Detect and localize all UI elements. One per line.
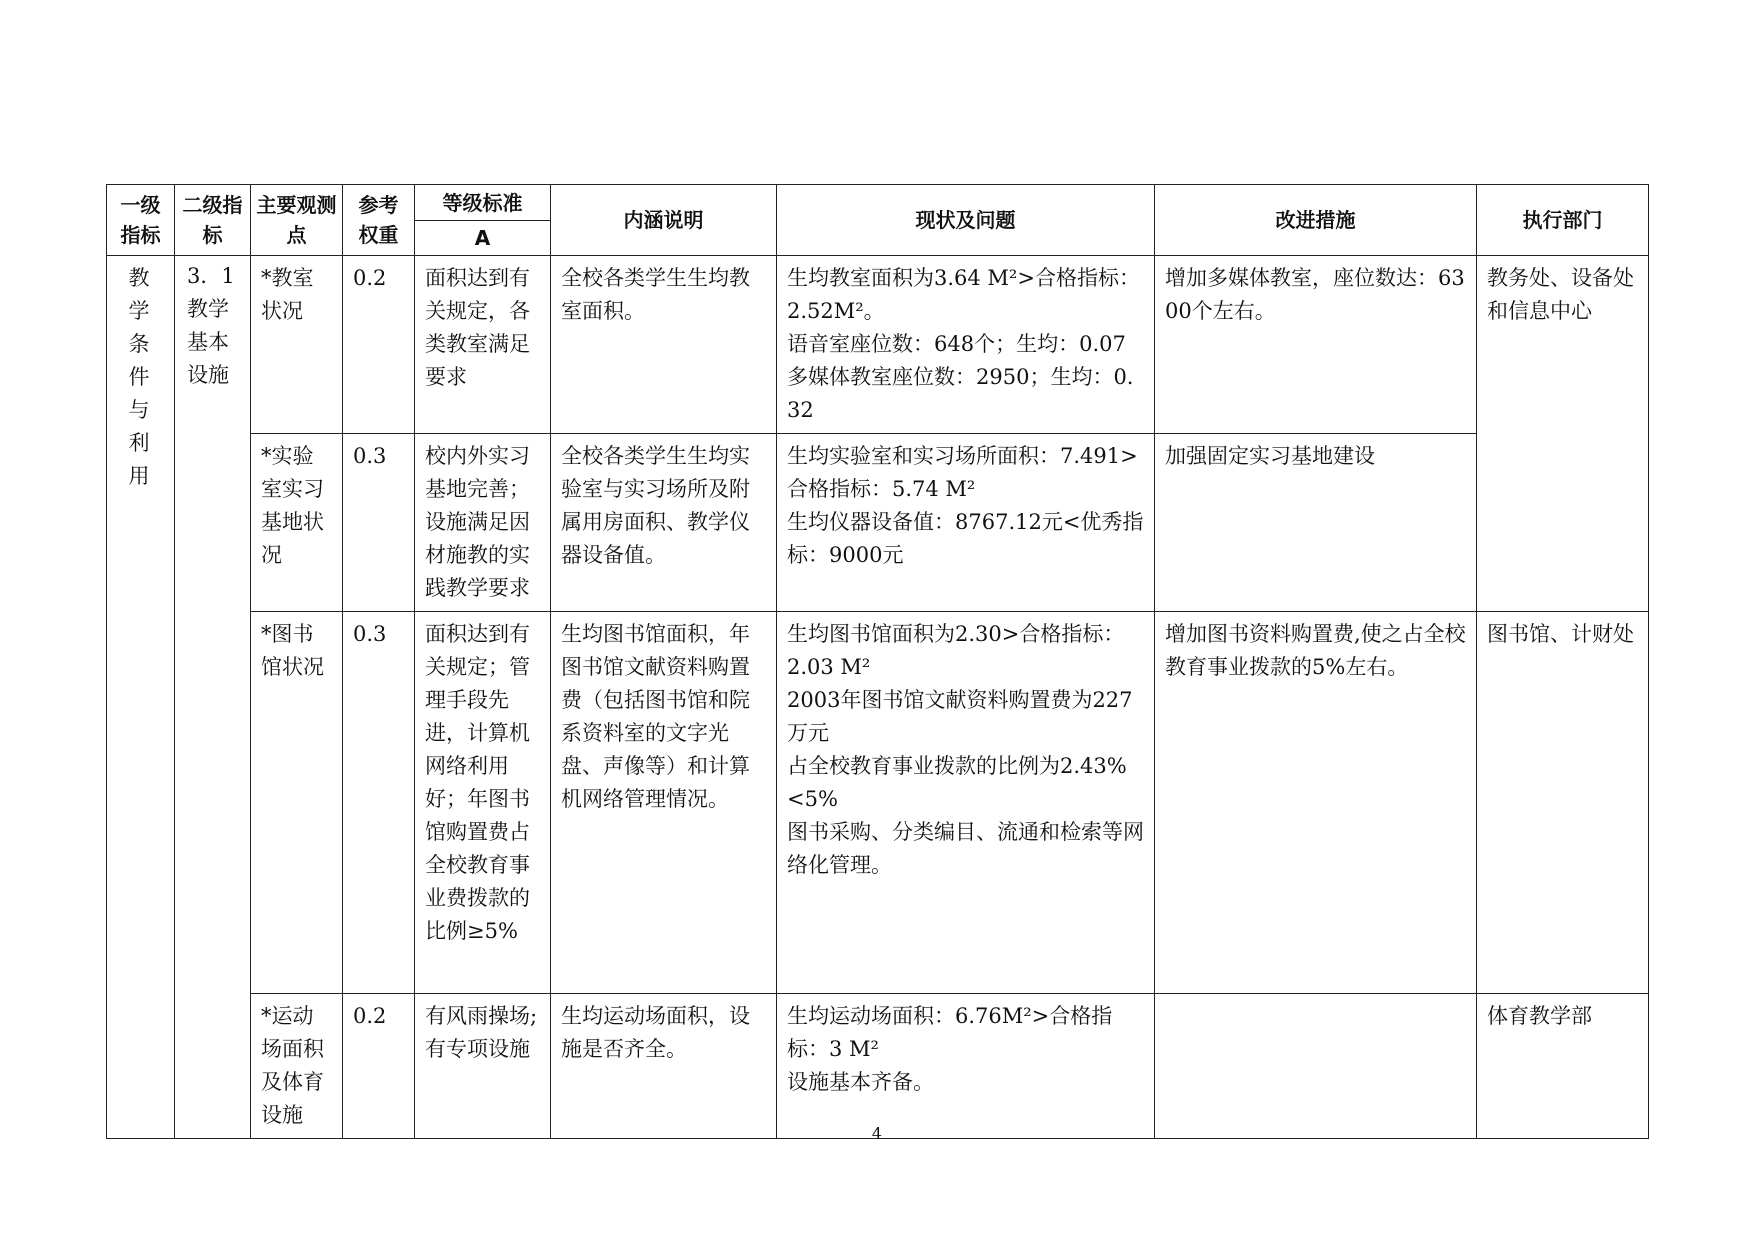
department-cell: 体育教学部 [1477, 994, 1649, 1139]
header-grade: 等级标准 [415, 185, 551, 221]
grade-a-cell: 面积达到有关规定；管理手段先进，计算机网络利用好；年图书馆购置费占全校教育事业费拨款的比例≥5% [415, 612, 551, 994]
header-weight-line1: 参考 [358, 193, 399, 217]
level2-cell: 3．1 教学基本设施 [175, 256, 251, 1139]
observation-cell: *实验室实习基地状况 [251, 434, 343, 612]
connotation-cell: 生均图书馆面积，年图书馆文献资料购置费（包括图书馆和院系资料室的文字光盘、声像等）和计算机网络管理情况。 [551, 612, 777, 994]
table-row [107, 434, 1649, 612]
header-weight-line2: 权重 [358, 223, 399, 247]
status-line: 生均仪器设备值：8767.12元<优秀指标：9000元 [787, 510, 1144, 567]
status-line: 多媒体教室座位数：2950；生均：0.32 [787, 365, 1134, 422]
status-cell [777, 434, 1155, 612]
connotation-cell: 全校各类学生生均实验室与实习场所及附属用房面积、教学仪器设备值。 [551, 434, 777, 612]
status-line: 占全校教育事业拨款的比例为2.43%<5% [787, 754, 1127, 811]
improvement-cell: 增加图书资料购置费,使之占全校教育事业拨款的5%左右。 [1155, 612, 1477, 994]
weight-cell: 0.2 [343, 994, 415, 1139]
status-line: 生均教室面积为3.64 M²>合格指标：2.52M²。 [787, 266, 1140, 323]
status-line: 生均运动场面积：6.76M²>合格指标：3 M² [787, 1004, 1113, 1061]
connotation-cell: 全校各类学生生均教室面积。 [551, 256, 777, 434]
status-line: 语音室座位数：648个；生均：0.07 [787, 332, 1126, 356]
grade-a-cell: 面积达到有关规定，各类教室满足要求 [415, 256, 551, 434]
weight-cell: 0.3 [343, 612, 415, 994]
connotation-cell: 生均运动场面积，设施是否齐全。 [551, 994, 777, 1139]
observation-cell: *运动场面积及体育设施 [251, 994, 343, 1139]
header-connotation: 内涵说明 [551, 185, 777, 256]
improvement-cell [1155, 994, 1477, 1139]
department-cell: 教务处、设备处和信息中心 [1477, 256, 1649, 612]
grade-a-cell: 校内外实习基地完善；设施满足因材施教的实践教学要求 [415, 434, 551, 612]
improvement-cell: 增加多媒体教室，座位数达：6300个左右。 [1155, 256, 1477, 434]
header-row-1 [107, 185, 1649, 221]
status-line: 生均图书馆面积为2.30>合格指标：2.03 M² [787, 622, 1125, 679]
status-line: 设施基本齐备。 [787, 1070, 934, 1094]
header-grade-a: A [415, 221, 551, 256]
table-row [107, 994, 1649, 1139]
grade-a-cell: 有风雨操场;有专项设施 [415, 994, 551, 1139]
header-status: 现状及问题 [777, 185, 1155, 256]
page-number: 4 [871, 1124, 883, 1143]
level1-cell [107, 256, 175, 1139]
level1-label: 教学条件与利用 [128, 266, 150, 488]
header-department: 执行部门 [1477, 185, 1649, 256]
header-improvement: 改进措施 [1155, 185, 1477, 256]
header-level2: 二级指标 [175, 185, 251, 256]
table-row [107, 612, 1649, 994]
header-level1: 一级指标 [107, 185, 175, 256]
weight-cell: 0.2 [343, 256, 415, 434]
department-cell: 图书馆、计财处 [1477, 612, 1649, 994]
status-line: 生均实验室和实习场所面积：7.491>合格指标：5.74 M² [787, 444, 1138, 501]
header-observation: 主要观测点 [251, 185, 343, 256]
status-cell [777, 612, 1155, 994]
evaluation-table [106, 184, 1649, 1139]
header-weight [343, 185, 415, 256]
status-cell [777, 256, 1155, 434]
status-cell [777, 994, 1155, 1139]
observation-cell: *图书馆状况 [251, 612, 343, 994]
status-line: 图书采购、分类编目、流通和检索等网络化管理。 [787, 820, 1144, 877]
status-line: 2003年图书馆文献资料购置费为227万元 [787, 688, 1133, 745]
table-row [107, 256, 1649, 434]
weight-cell: 0.3 [343, 434, 415, 612]
improvement-cell: 加强固定实习基地建设 [1155, 434, 1477, 612]
observation-cell: *教室状况 [251, 256, 343, 434]
